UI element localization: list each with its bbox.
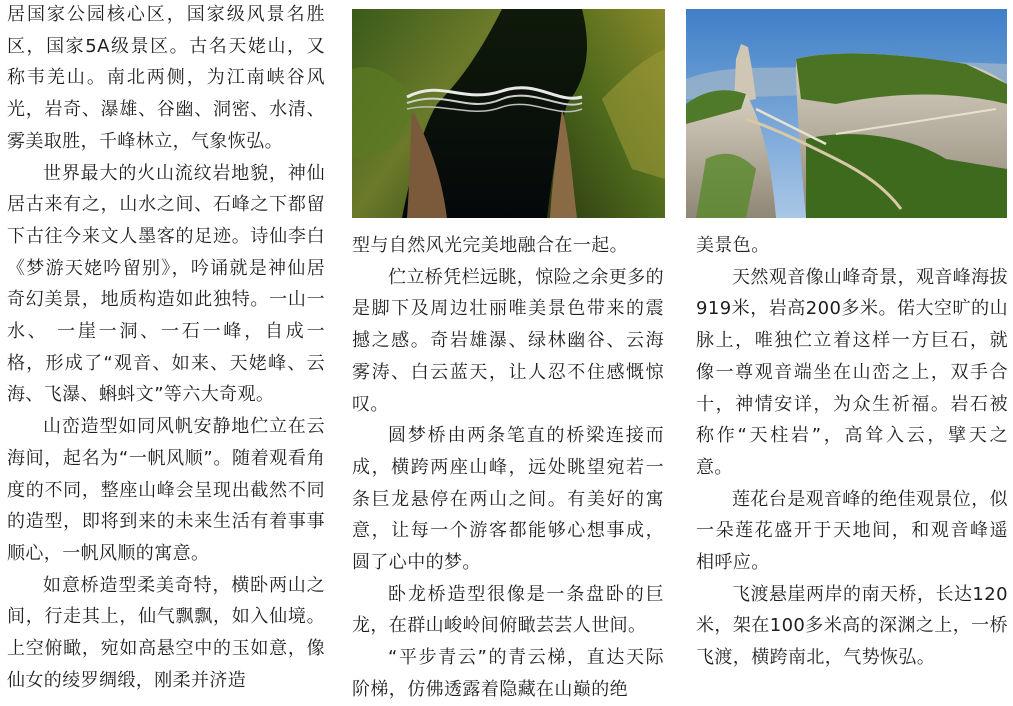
- paragraph: “平步青云”的青云梯，直达天际阶梯，仿佛透露着隐藏在山巅的绝: [352, 647, 664, 700]
- article-column-3: [696, 230, 1008, 674]
- paragraph: 卧龙桥造型很像是一条盘卧的巨龙，在群山峻岭间俯瞰芸芸人世间。: [352, 583, 664, 637]
- paragraph: 莲花台是观音峰的绝佳观景位，似一朵莲花盛开于天地间，和观音峰遥相呼应。: [696, 488, 1008, 574]
- article-column-1: [7, 0, 325, 696]
- paragraph: 如意桥造型柔美奇特，横卧两山之间，行走其上，仙气飘飘，如入仙境。上空俯瞰，宛如高悬空中的玉如意，像仙女的绫罗绸缎，刚柔并济造: [7, 574, 325, 691]
- paragraph: 世界最大的火山流纹岩地貌，神仙居古来有之，山水之间、石峰之下都留下古往今来文人墨客的足迹。诗仙李白《梦游天姥吟留别》，吟诵就是神仙居奇幻美景，地质构造如此独特。一山一水、 一崖一洞、一石一峰，自成一格，形成了“观音、如来、天姥峰、云海、飞瀑、蝌蚪文”等六大奇观。: [7, 162, 325, 406]
- paragraph: 圆梦桥由两条笔直的桥梁连接而成，横跨两座山峰，远处眺望宛若一条巨龙悬停在两山之间。有美好的寓意，让每一个游客都能够心想事成，圆了心中的梦。: [352, 425, 664, 574]
- paragraph: 美景色。: [696, 235, 770, 256]
- paragraph: 居国家公园核心区，国家级风景名胜区，国家5A级景区。古名天姥山，又称韦羌山。南北两侧，为江南峡谷风光，岩奇、瀑雄、谷幽、洞密、水清、雾美取胜，千峰林立，气象恢弘。: [7, 4, 325, 152]
- cliff-walkway-photo: [686, 9, 1007, 218]
- gorge-bridge-photo: [352, 9, 665, 218]
- article-column-2: [352, 230, 664, 706]
- paragraph: 天然观音像山峰奇景，观音峰海拔919米，岩高200多米。偌大空旷的山脉上，唯独伫立着这样一方巨石，就像一尊观音端坐在山峦之上，双手合十，神情安详，为众生祈福。岩石被称作“天柱岩”，高耸入云，擘天之意。: [696, 266, 1008, 478]
- paragraph: 伫立桥凭栏远眺，惊险之余更多的是脚下及周边壮丽唯美景色带来的震撼之感。奇岩雄瀑、绿林幽谷、云海雾涛、白云蓝天，让人忍不住感慨惊叹。: [352, 266, 664, 415]
- paragraph: 飞渡悬崖两岸的南天桥，长达120米，架在100多米高的深渊之上，一桥飞渡，横跨南北，气势恢弘。: [696, 583, 1008, 669]
- paragraph: 山峦造型如同风帆安静地伫立在云海间，起名为“一帆风顺”。随着观看角度的不同，整座山峰会呈现出截然不同的造型，即将到来的未来生活有着事事顺心，一帆风顺的寓意。: [7, 416, 325, 564]
- paragraph: 型与自然风光完美地融合在一起。: [352, 235, 628, 256]
